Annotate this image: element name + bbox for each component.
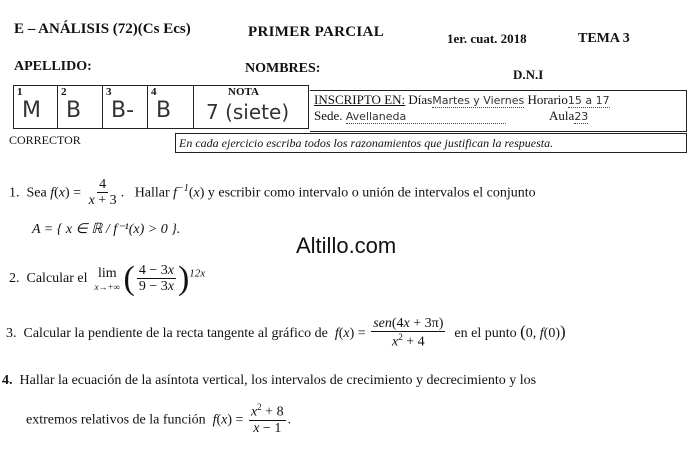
fraction: $\frac{x^2 + 8}{x - 1}$ bbox=[250, 402, 284, 437]
exercise-1-pre: Sea bbox=[26, 185, 47, 201]
set-definition: A = { x ∈ ℝ / f⁻¹(x) > 0 }. bbox=[32, 222, 181, 237]
instruction-box bbox=[175, 133, 687, 153]
apellido-label: APELLIDO: bbox=[14, 59, 92, 74]
exercise-1-post: y escribir como intervalo o unión de intervalos el conjunto bbox=[207, 185, 536, 201]
exercise-2-text: Calcular el bbox=[26, 271, 88, 287]
exam-title: PRIMER PARCIAL bbox=[248, 24, 384, 40]
sede-value: Avellaneda bbox=[346, 110, 506, 124]
grade-cell-1 bbox=[14, 86, 58, 128]
horario-value: 15 a 17 bbox=[567, 94, 610, 107]
grade-value: B bbox=[66, 98, 82, 123]
exercise-1-set bbox=[32, 221, 180, 238]
exercise-4-text: Hallar la ecuación de la asíntota vertical, los intervalos de crecimiento y decrecimiento y los bbox=[19, 373, 537, 388]
fraction: $\frac{4 - 3x}{9 - 3x}$ bbox=[138, 262, 174, 295]
enrollment-line-2: Sede. Avellaneda Aula23 bbox=[314, 108, 589, 123]
exercise-4-text2: extremos relativos de la función bbox=[26, 412, 206, 428]
horario-label: Horario bbox=[527, 92, 568, 107]
grade-table bbox=[13, 85, 309, 129]
dni-label: D.N.I bbox=[513, 67, 544, 82]
grade-number: 4 bbox=[151, 86, 157, 98]
limit-operator: lim x→+∞ bbox=[94, 266, 121, 292]
exercise-3: 3. Calcular la pendiente de la recta tangente al gráfico de f(x) = $\frac{\text{sen(4x + 3π)}}{x^2 + 4}$ en el punto (0, f(0)) bbox=[6, 316, 566, 351]
exercise-1-mid: Hallar bbox=[134, 185, 170, 201]
watermark: Altillo.com bbox=[296, 233, 397, 258]
grade-cell-3 bbox=[103, 86, 148, 128]
exercise-number: 3. bbox=[6, 325, 17, 341]
nota-label: NOTA bbox=[228, 86, 259, 98]
fraction: $\frac{\text{sen(4x + 3π)}}{x^2 + 4}$ bbox=[373, 316, 444, 351]
exercise-number: 1. bbox=[9, 185, 20, 201]
nota-value: 7 (siete) bbox=[206, 100, 290, 124]
grade-number: 2 bbox=[61, 86, 67, 98]
grade-number: 1 bbox=[17, 86, 23, 98]
dias-label: Días bbox=[408, 92, 433, 107]
exercise-number: 4. bbox=[2, 373, 13, 388]
exercise-3-text: Calcular la pendiente de la recta tangente al gráfico de bbox=[23, 325, 328, 341]
exercise-3-post: en el punto bbox=[454, 325, 517, 341]
exercise-1: 1. Sea f(x) = $\frac{4}{x + 3}$ . Hallar $f^{-1}(x)$ y escribir como intervalo o unión de intervalos el conjunto bbox=[9, 177, 536, 209]
grade-value: M bbox=[22, 98, 41, 123]
enrollment-line-1 bbox=[314, 92, 610, 108]
aula-value: 23 bbox=[574, 110, 589, 123]
inscripto-label: INSCRIPTO EN: bbox=[314, 92, 406, 107]
instruction-text: En cada ejercicio escriba todos los razonamientos que justifican la respuesta. bbox=[179, 136, 554, 150]
grade-cell-2 bbox=[58, 86, 103, 128]
fraction: $\frac{4}{x + 3}$ bbox=[88, 177, 117, 209]
course-title: E – ANÁLISIS (72)(Cs Ecs) bbox=[14, 21, 191, 37]
nombres-label: NOMBRES: bbox=[245, 61, 321, 76]
grade-value: B- bbox=[111, 98, 135, 123]
grade-cell-nota bbox=[194, 86, 308, 128]
corrector-label: CORRECTOR bbox=[9, 133, 81, 147]
grade-value: B bbox=[156, 98, 172, 123]
term-label: 1er. cuat. 2018 bbox=[447, 31, 527, 46]
exercise-4-cont: extremos relativos de la función f(x) = $\frac{x^2 + 8}{x - 1}$ . bbox=[26, 402, 292, 437]
aula-label: Aula bbox=[549, 108, 575, 123]
exercise-4 bbox=[2, 373, 536, 389]
grade-number: 3 bbox=[106, 86, 112, 98]
enrollment-box bbox=[310, 90, 687, 132]
grade-cell-4 bbox=[148, 86, 194, 128]
dias-value: Martes y Viernes bbox=[432, 94, 525, 107]
exercise-number: 2. bbox=[9, 271, 20, 287]
exercise-2: 2. Calcular el lim x→+∞ ( $\frac{4 - 3x}{9 - 3x}$ )$^{12x}$ bbox=[9, 260, 206, 297]
sede-label: Sede bbox=[314, 108, 340, 123]
tema-label: TEMA 3 bbox=[578, 31, 630, 46]
